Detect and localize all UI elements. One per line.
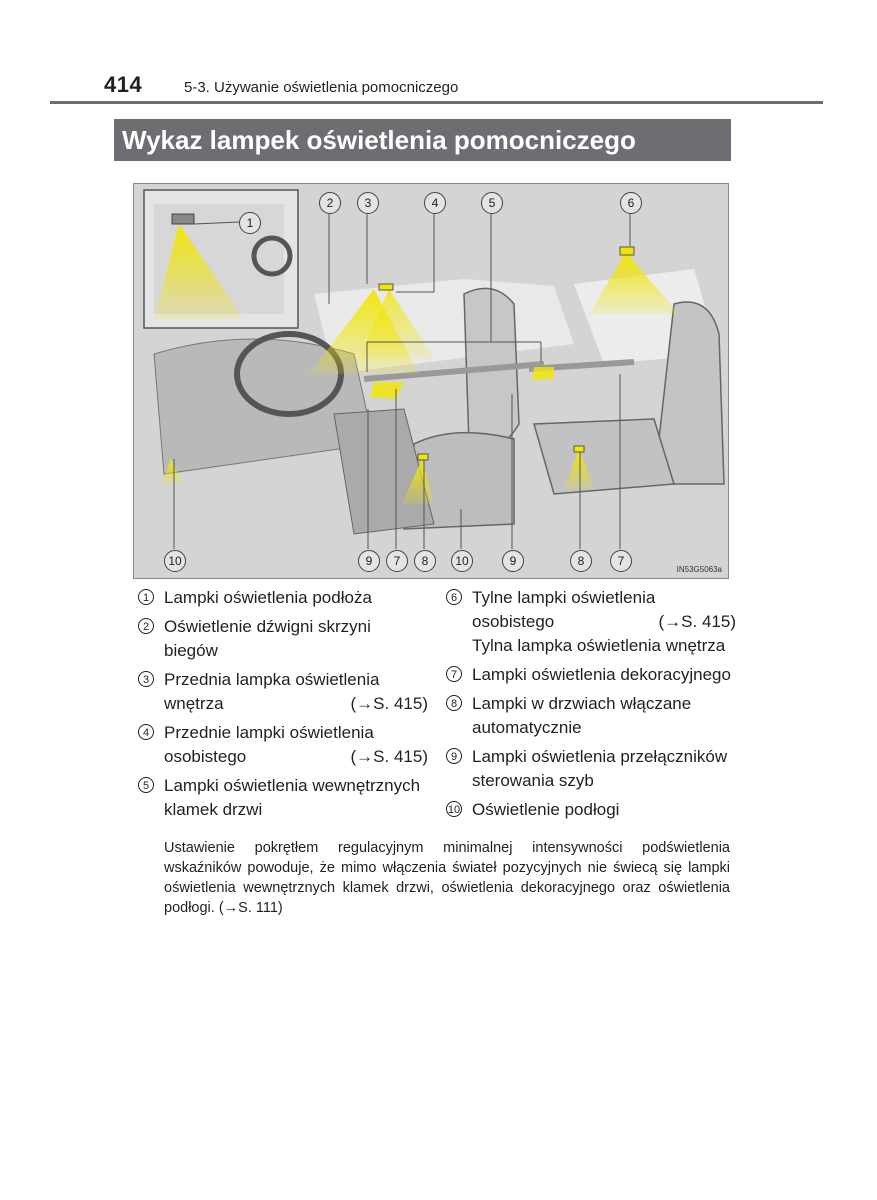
legend-ref-row [164,745,428,769]
callout-bottom: 10 [451,550,473,572]
legend-text: Przednie lampki oświetlenia [164,723,374,742]
legend-text: automatycznie [472,718,582,737]
section-path: 5-3. Używanie oświetlenia pomocniczego [184,79,459,96]
legend-number: 8 [446,695,462,711]
legend-item [446,692,736,740]
legend-item [138,586,428,610]
legend-number: 3 [138,671,154,687]
legend-left [138,586,428,827]
page-reference: (→S. 415) [350,694,428,713]
legend-ref-row [472,610,736,634]
note-paragraph: Ustawienie pokrętłem regulacyjnym minimalnej intensywności podświetlenia wskaźników powoduje, że mimo włączenia świateł pozycyjnych nie świecą się lampki oświetlenia wewnętrznych klamek drzwi, oświetlenia dekoracyjnego oraz oświetlenia podłogi. (→S. 111) [164,840,730,916]
legend-item [138,668,428,716]
legend-item [138,615,428,663]
legend-text: Oświetlenie dźwigni skrzyni [164,617,371,636]
callout-top: 5 [481,192,503,214]
legend-number: 4 [138,724,154,740]
legend-text: osobistego [164,747,247,766]
callout-bottom: 10 [164,550,186,572]
callout-top: 3 [357,192,379,214]
legend-right [446,586,736,827]
interior-lighting-figure [133,183,729,579]
legend-text: Tylne lampki oświetlenia [472,588,656,607]
callout-bottom: 8 [414,550,436,572]
header-rule [50,101,823,104]
legend-item [446,798,736,822]
callout-bottom: 8 [570,550,592,572]
callout-bottom: 9 [502,550,524,572]
legend-ref-row [164,692,428,716]
callout-top: 4 [424,192,446,214]
callout-bottom: 7 [610,550,632,572]
legend-text: Oświetlenie podłogi [472,800,620,819]
page-reference: (→S. 415) [658,612,736,631]
legend-item [446,586,736,658]
page-reference: (→S. 415) [350,747,428,766]
callout-bottom: 7 [386,550,408,572]
legend-text: klamek drzwi [164,800,263,819]
legend-number: 1 [138,589,154,605]
legend-number: 6 [446,589,462,605]
interior-illustration [134,184,728,578]
page-title: Wykaz lampek oświetlenia pomocniczego [114,119,731,161]
legend-number: 9 [446,748,462,764]
figure-code: IN53G5063a [676,565,722,574]
legend-item [138,721,428,769]
legend-text: Lampki oświetlenia przełączników [472,747,728,766]
legend-number: 2 [138,618,154,634]
page-number: 414 [104,72,143,97]
legend-text: wnętrza [164,694,224,713]
legend-number: 5 [138,777,154,793]
legend-text: sterowania szyb [472,771,594,790]
callout-inset: 1 [239,212,261,234]
legend-text: biegów [164,641,218,660]
legend-text: osobistego [472,612,555,631]
legend-text: Tylna lampka oświetlenia wnętrza [472,636,726,655]
legend-text: Lampki oświetlenia wewnętrznych [164,776,421,795]
callout-bottom: 9 [358,550,380,572]
legend-number: 7 [446,666,462,682]
legend-item [446,663,736,687]
legend-text: Lampki oświetlenia podłoża [164,588,372,607]
legend-number: 10 [446,801,462,817]
legend-item [138,774,428,822]
callout-top: 2 [319,192,341,214]
legend-text: Lampki oświetlenia dekoracyjnego [472,665,731,684]
legend-text: Przednia lampka oświetlenia [164,670,380,689]
legend-text: Lampki w drzwiach włączane [472,694,692,713]
legend-item [446,745,736,793]
callout-top: 6 [620,192,642,214]
